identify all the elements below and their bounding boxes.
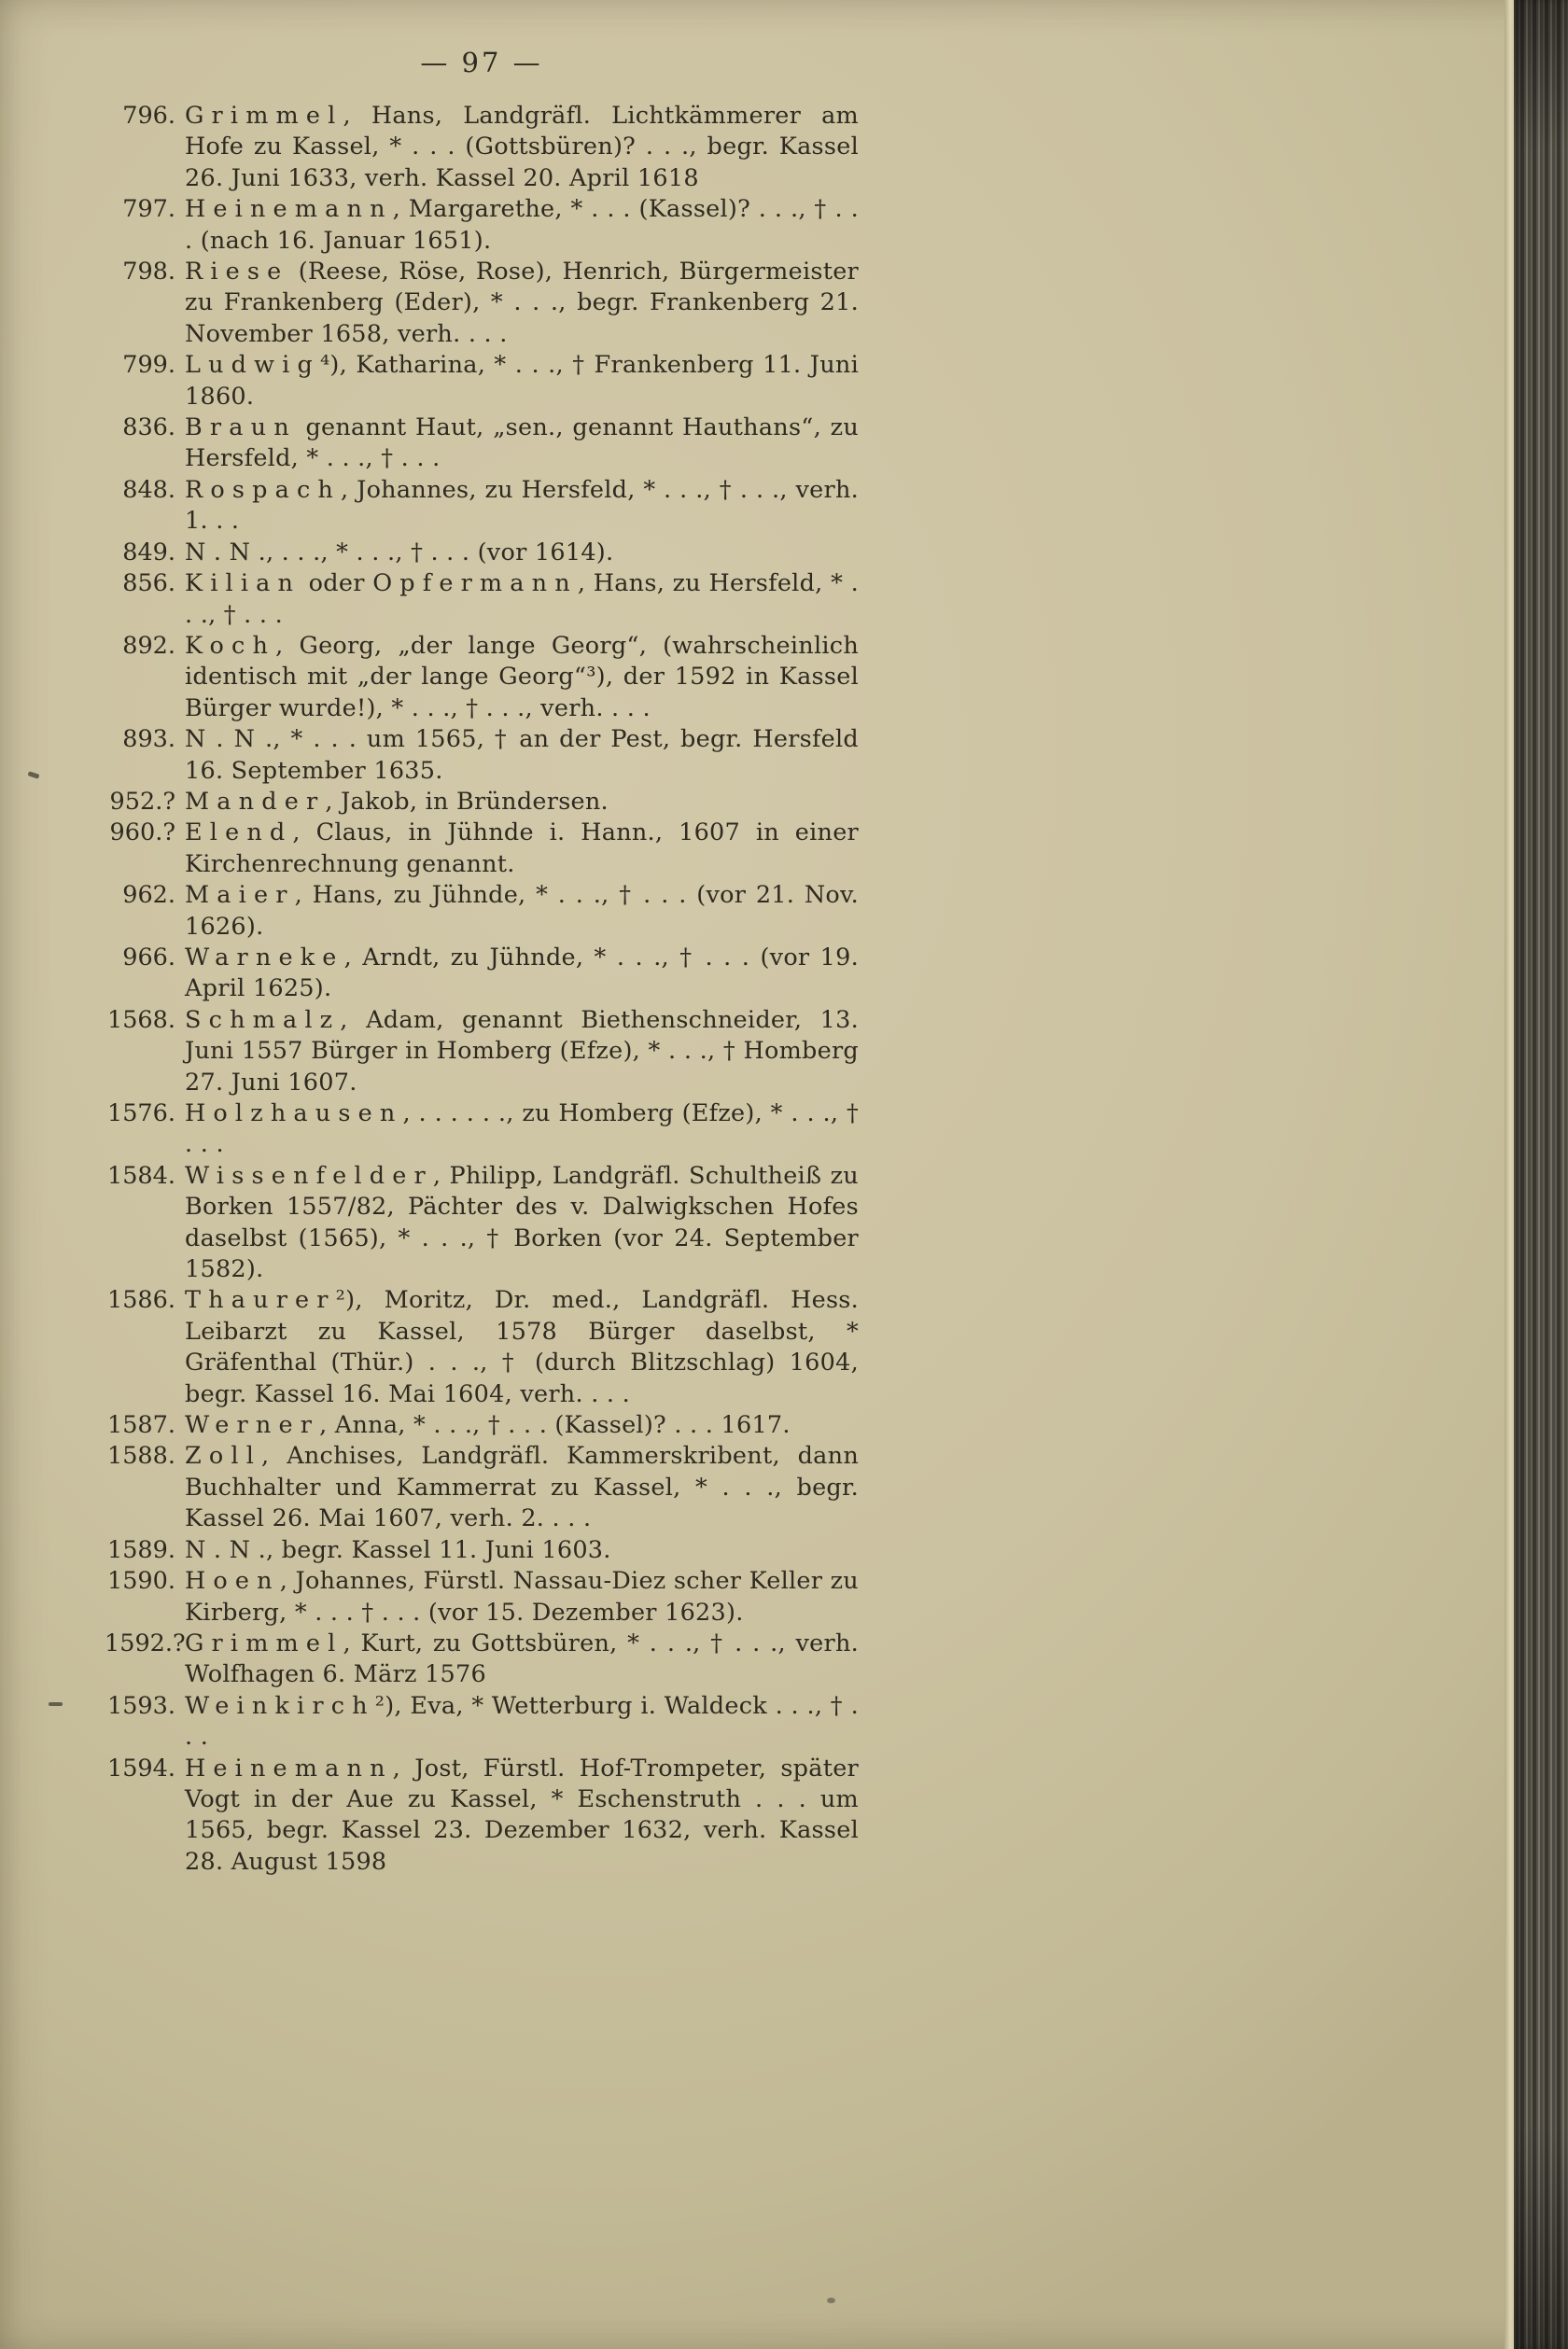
register-entry — [105, 787, 859, 818]
entry-surname: Koch — [185, 631, 276, 660]
entry-detail: , Kurt, zu Gottsbüren, * . . ., † . . ., verh. Wolfhagen 6. März 1576 — [185, 1629, 859, 1689]
entry-number: 1593. — [106, 1691, 175, 1720]
entry-number: 962. — [122, 881, 175, 910]
paper-speck — [28, 771, 40, 778]
entry-detail: ²), Moritz, Dr. med., Landgräfl. Hess. Leibarzt zu Kassel, 1578 Bürger daselbst, * Gräfenthal (Thür.) . . ., † (durch Blitzschlag) 1604, begr. Kassel 16. Mai 1604, verh. . . . — [185, 1286, 859, 1408]
register-entry — [105, 1285, 859, 1410]
entry-surname: Wissenfelder — [185, 1161, 433, 1190]
entry-surname: Grimmel — [185, 102, 343, 130]
entry-surname: Thaurer — [185, 1286, 336, 1315]
entry-detail: , Georg, „der lange Georg“, (wahrscheinlich identisch mit „der lange Georg“³), der 1592 in Kassel Bürger wurde!), * . . ., † . . ., verh. . . . — [185, 631, 859, 722]
entry-surname: Warneke — [185, 943, 344, 972]
register-entry — [105, 1161, 859, 1286]
entry-surname: Holzhausen — [185, 1099, 403, 1127]
entry-number: 1587. — [106, 1411, 175, 1440]
register-entry — [105, 1005, 859, 1098]
paper-speck — [49, 1702, 63, 1706]
entry-number: 1590. — [106, 1567, 175, 1596]
entry-text — [185, 257, 859, 350]
register-entry — [105, 880, 859, 943]
entry-text — [185, 1285, 859, 1410]
entry-surname: Heinemann — [185, 1754, 393, 1783]
entry-surname: Riese — [185, 258, 289, 287]
entry-text — [185, 818, 859, 880]
entry-text — [185, 1535, 859, 1566]
entry-text — [185, 724, 859, 787]
entry-text — [185, 1005, 859, 1098]
register-entry — [105, 475, 859, 538]
register-entry — [105, 257, 859, 350]
book-edge — [1514, 0, 1568, 2349]
entry-text — [185, 1566, 859, 1629]
text-block — [105, 47, 859, 1878]
entry-surname: Grimmel — [185, 1629, 343, 1657]
register-entry — [105, 818, 859, 880]
entry-text — [185, 412, 859, 475]
register-entry — [105, 1629, 859, 1691]
entry-text — [185, 631, 859, 724]
entry-number: 849. — [122, 538, 175, 566]
entry-detail: , Adam, genannt Biethenschneider, 13. Juni 1557 Bürger in Homberg (Efze), * . . ., † Homberg 27. Juni 1607. — [185, 1005, 859, 1097]
entry-text — [185, 1691, 859, 1754]
entry-number: 848. — [122, 475, 175, 504]
entry-list — [105, 101, 859, 1878]
entry-number: 960.? — [109, 818, 175, 847]
entry-surname: Mander — [185, 787, 326, 816]
entry-text — [185, 1754, 859, 1879]
entry-detail: , . . . . . ., zu Homberg (Efze), * . . ., † . . . — [185, 1099, 859, 1159]
entry-detail: N . N ., . . ., * . . ., † . . . (vor 1614). — [185, 538, 614, 566]
entry-number: 1594. — [106, 1754, 175, 1783]
entry-detail: , Anna, * . . ., † . . . (Kassel)? . . . 1617. — [319, 1411, 791, 1440]
page-edge-gap — [1505, 0, 1514, 2349]
entry-number: 892. — [122, 631, 175, 660]
entry-text — [185, 943, 859, 1005]
register-entry — [105, 1441, 859, 1534]
entry-text — [185, 787, 859, 818]
paper-speck — [827, 2298, 835, 2303]
entry-number: 952.? — [109, 787, 175, 816]
entry-number: 1576. — [106, 1099, 175, 1127]
entry-detail: ²), Eva, * Wetterburg i. Waldeck . . ., † . . . — [185, 1691, 859, 1752]
entry-detail: , Anchises, Landgräfl. Kammerskribent, dann Buchhalter und Kammerrat zu Kassel, * . . ., begr. Kassel 26. Mai 1607, verh. 2. . . . — [185, 1442, 859, 1533]
register-entry — [105, 1566, 859, 1629]
entry-text — [185, 568, 859, 631]
entry-detail: ⁴), Katharina, * . . ., † Frankenberg 11. Juni 1860. — [185, 351, 859, 411]
entry-detail: oder — [301, 569, 373, 598]
entry-detail: , Hans, zu Jühnde, * . . ., † . . . (vor 21. Nov. 1626). — [185, 881, 859, 941]
entry-text — [185, 538, 859, 568]
register-entry — [105, 538, 859, 568]
entry-number: 836. — [122, 413, 175, 442]
entry-number: 1588. — [106, 1442, 175, 1471]
entry-text — [185, 475, 859, 538]
register-entry — [105, 568, 859, 631]
entry-text — [185, 101, 859, 194]
register-entry — [105, 412, 859, 475]
entry-text — [185, 194, 859, 257]
entry-detail: N . N ., * . . . um 1565, † an der Pest, begr. Hersfeld 16. September 1635. — [185, 725, 859, 785]
entry-number: 798. — [122, 258, 175, 287]
register-entry — [105, 1410, 859, 1441]
entry-surname: Hoen — [185, 1567, 280, 1596]
entry-detail: , Johannes, zu Hersfeld, * . . ., † . . ., verh. 1. . . — [185, 475, 859, 536]
entry-detail: , Arndt, zu Jühnde, * . . ., † . . . (vor 19. April 1625). — [185, 943, 859, 1003]
entry-text — [185, 1410, 859, 1441]
entry-detail: , Philipp, Landgräfl. Schultheiß zu Borken 1557/82, Pächter des v. Dalwigkschen Hofes daselbst (1565), * . . ., † Borken (vor 24. September 1582). — [185, 1161, 859, 1284]
register-entry — [105, 1535, 859, 1566]
entry-text — [185, 350, 859, 412]
entry-detail: , Johannes, Fürstl. Nassau-Diez scher Keller zu Kirberg, * . . . † . . . (vor 15. Dezember 1623). — [185, 1567, 859, 1627]
entry-number: 799. — [122, 351, 175, 380]
register-entry — [105, 724, 859, 787]
entry-text — [185, 880, 859, 943]
entry-surname: Rospach — [185, 475, 341, 504]
entry-text — [185, 1441, 859, 1534]
entry-number: 1592.? — [105, 1629, 186, 1657]
entry-surname: Maier — [185, 881, 295, 910]
register-entry — [105, 631, 859, 724]
entry-number: 966. — [122, 943, 175, 972]
entry-number: 1589. — [106, 1535, 175, 1564]
entry-text — [185, 1098, 859, 1161]
entry-detail: , Margarethe, * . . . (Kassel)? . . ., † . . . (nach 16. Januar 1651). — [185, 195, 859, 255]
entry-number: 1568. — [106, 1005, 175, 1034]
entry-detail: genannt Haut, „sen., genannt Hauthans“, zu Hersfeld, * . . ., † . . . — [185, 413, 859, 473]
entry-surname: Schmalz — [185, 1005, 341, 1034]
entry-number: 1586. — [106, 1286, 175, 1315]
register-entry — [105, 1754, 859, 1879]
entry-number: 1584. — [106, 1161, 175, 1190]
register-entry — [105, 1691, 859, 1754]
entry-number: 893. — [122, 725, 175, 754]
entry-surname: Heinemann — [185, 195, 393, 224]
entry-detail: , Hans, Landgräfl. Lichtkämmerer am Hofe zu Kassel, * . . . (Gottsbüren)? . . ., begr. Kassel 26. Juni 1633, verh. Kassel 20. April 1618 — [185, 102, 859, 192]
entry-detail: (Reese, Röse, Rose), Henrich, Bürgermeister zu Frankenberg (Eder), * . . ., begr. Frankenberg 21. November 1658, verh. . . . — [185, 258, 859, 348]
register-entry — [105, 943, 859, 1005]
entry-text — [185, 1629, 859, 1691]
entry-number: 797. — [122, 195, 175, 224]
entry-surname: Kilian — [185, 569, 301, 598]
entry-detail: N . N ., begr. Kassel 11. Juni 1603. — [185, 1535, 611, 1564]
page-number: — 97 — — [420, 47, 543, 78]
register-entry — [105, 350, 859, 412]
entry-detail: , Claus, in Jühnde i. Hann., 1607 in einer Kirchenrechnung genannt. — [185, 818, 859, 878]
entry-surname: Elend — [185, 818, 293, 847]
entry-number: 796. — [122, 102, 175, 130]
entry-number: 856. — [122, 569, 175, 598]
entry-surname: Opfermann — [372, 569, 578, 598]
entry-detail: , Hans, zu Hersfeld, * . . ., † . . . — [185, 569, 859, 629]
entry-text — [185, 1161, 859, 1286]
entry-detail: , Jost, Fürstl. Hof-Trompeter, später Vogt in der Aue zu Kassel, * Eschenstruth . . . um 1565, begr. Kassel 23. Dezember 1632, verh. Kassel 28. August 1598 — [185, 1754, 859, 1876]
register-entry — [105, 1098, 859, 1161]
entry-surname: Zoll — [185, 1442, 262, 1471]
entry-surname: Werner — [185, 1411, 320, 1440]
entry-surname: Braun — [185, 413, 297, 442]
register-entry — [105, 101, 859, 194]
entry-surname: Ludwig — [185, 351, 320, 380]
register-entry — [105, 194, 859, 257]
entry-surname: Weinkirch — [185, 1691, 375, 1720]
entry-detail: , Jakob, in Bründersen. — [325, 787, 609, 816]
